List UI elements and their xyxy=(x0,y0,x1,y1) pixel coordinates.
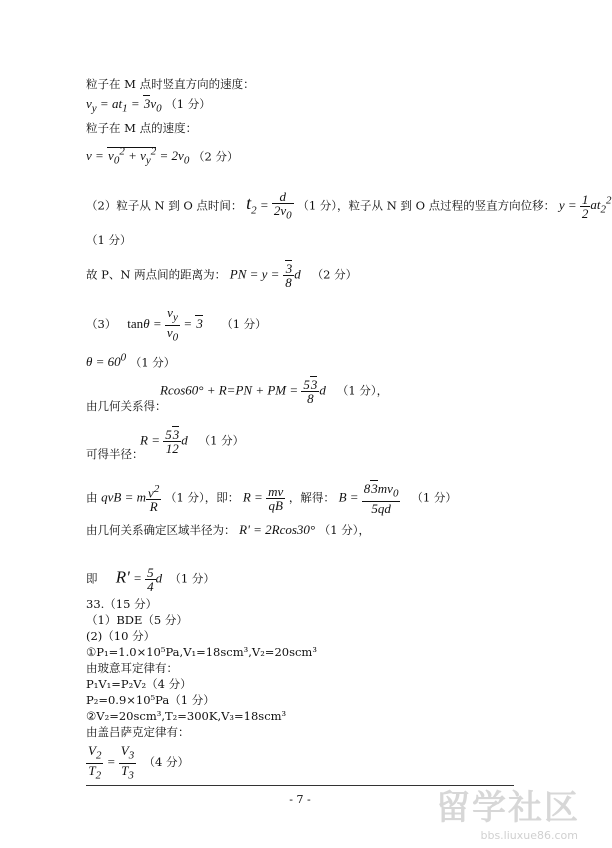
equation-line-region: 由几何关系确定区域半径为： R' = 2Rcos30° （1 分）， xyxy=(86,522,371,537)
equation-gay-lussac: $\frac{V_2}{T_2}$ = $\frac{V_3}{T_3}$ （4 分） xyxy=(88,743,189,782)
score-note: （1 分） xyxy=(165,97,211,111)
text-line: 由盖吕萨克定律有： xyxy=(86,725,190,739)
score-note: （2 分） xyxy=(192,149,239,164)
text-line: 粒子在 M 点的速度： xyxy=(86,121,198,135)
page-number: - 7 - xyxy=(289,793,311,806)
watermark-text: 留学社区 xyxy=(436,788,580,828)
equation-v: $v = v_0^2 + v_y^2 = 2v_0$ （2 分） xyxy=(86,146,239,167)
equation-line-t2: （2）粒子从 N 到 O 点时间： $t_2$ = $\frac{d}{2v_0}$ （1 分），粒子从 N 到 O 点过程的竖直方向位移： y = $\frac{1}{2}$ $at_2^2$ xyxy=(86,189,612,222)
equation-radius: R = $\frac{53}{12}$ d （1 分） xyxy=(140,427,245,456)
answer-part-1: （1）BDE（5 分） xyxy=(86,613,188,627)
result-p2: P₂=0.9×10⁵Pa（1 分） xyxy=(86,693,215,707)
equation-geometry: Rcos60° + R=PN + PM = $\frac{53}{8}$ d （1 分）， xyxy=(160,377,389,406)
equation-boyle: P₁V₁=P₂V₂（4 分） xyxy=(86,677,192,691)
equation-line-tan: （3） tanθ = $\frac{v_y}{v_0}$ = 3 （1 分） xyxy=(86,305,267,344)
text-line: 由几何关系得： xyxy=(86,399,167,413)
watermark-url: bbs.liuxue86.com xyxy=(480,829,578,842)
watermark-logo xyxy=(422,780,592,842)
given-values-1: ①P₁=1.0×10⁵Pa,V₁=18scm³,V₂=20scm³ xyxy=(86,645,317,659)
text-line: 可得半径： xyxy=(86,447,144,461)
equation-line-lorentz: 由 qvB = m $\frac{v^2}{R}$ （1 分），即： R = $\frac{mv}{qB}$ ，解得： B = $\frac{83mv_0}{5qd}$ （1 分） xyxy=(86,481,457,516)
given-values-2: ②V₂=20scm³,T₂=300K,V₃=18scm³ xyxy=(86,709,287,723)
score-note: （1 分） xyxy=(86,233,132,247)
text-line: 粒子在 M 点时竖直方向的速度： xyxy=(86,77,255,91)
equation-line-rprime: 即 R' = $\frac{5}{4}$ d （1 分） xyxy=(86,565,215,594)
equation-vy: $v_y = at_1 = 3v_0$ （1 分） xyxy=(86,96,211,115)
answer-part-2: (2)（10 分） xyxy=(86,629,156,643)
text-line: 由玻意耳定律有： xyxy=(86,661,178,675)
equation-line-pn: 故 P、N 两点间的距离为： PN = y = $\frac{3}{8}$ d （2 分） xyxy=(86,261,358,290)
equation-theta: $\theta = 60^0$ （1 分） xyxy=(86,352,176,370)
question-heading: 33.（15 分） xyxy=(86,597,158,611)
